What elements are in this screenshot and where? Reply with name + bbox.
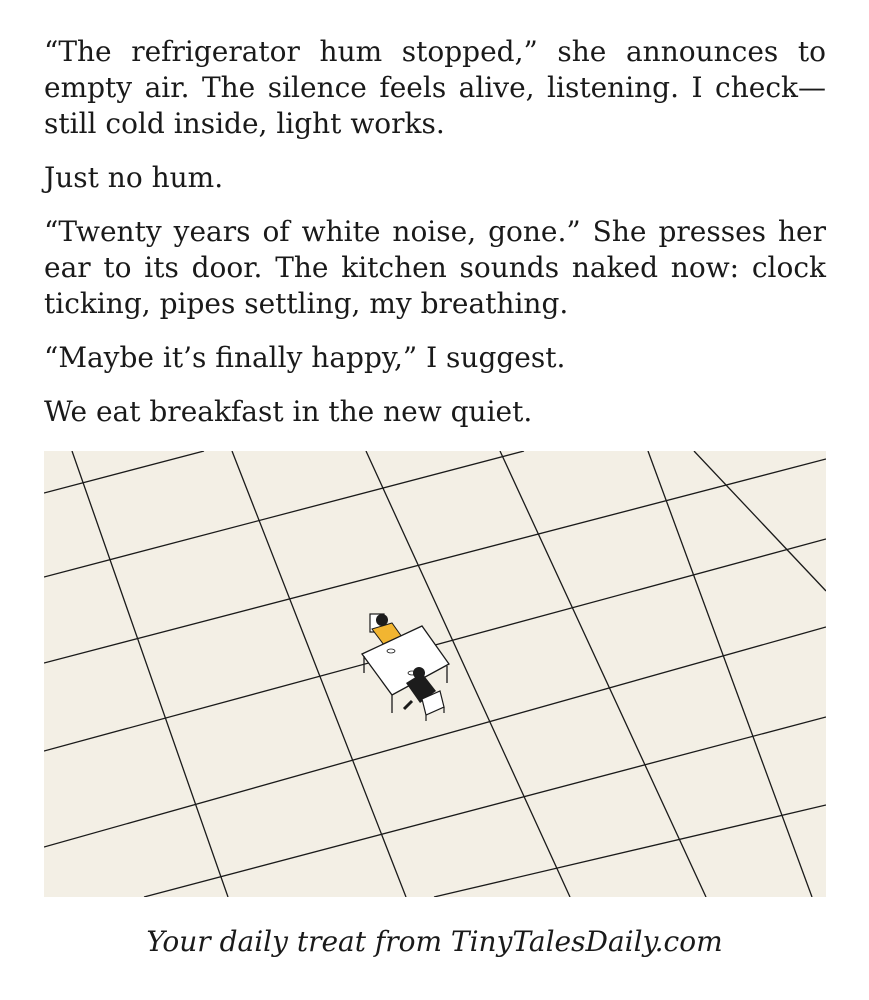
story-paragraph: “Maybe it’s finally happy,” I suggest. [44,341,566,374]
breakfast-illustration [44,451,826,897]
story-paragraph: We eat breakfast in the new quiet. [44,395,533,428]
person-left-head [376,614,388,626]
story-paragraph: Just no hum. [44,161,224,194]
person-right-head [413,667,425,679]
story-text [44,34,826,448]
tiled-floor-scene [44,451,826,897]
plate-left [387,649,395,653]
floor-background [44,451,826,897]
story-paragraph: “Twenty years of white noise, gone.” She presses her ear to its door. The kitchen sounds naked now: clock ticking, pipes settling, my breathing. [44,215,826,320]
footer-credit: Your daily treat from TinyTalesDaily.com [146,925,723,958]
story-paragraph: “The refrigerator hum stopped,” she announces to empty air. The silence feels alive, listening. I check—still cold inside, light works. [44,35,826,140]
